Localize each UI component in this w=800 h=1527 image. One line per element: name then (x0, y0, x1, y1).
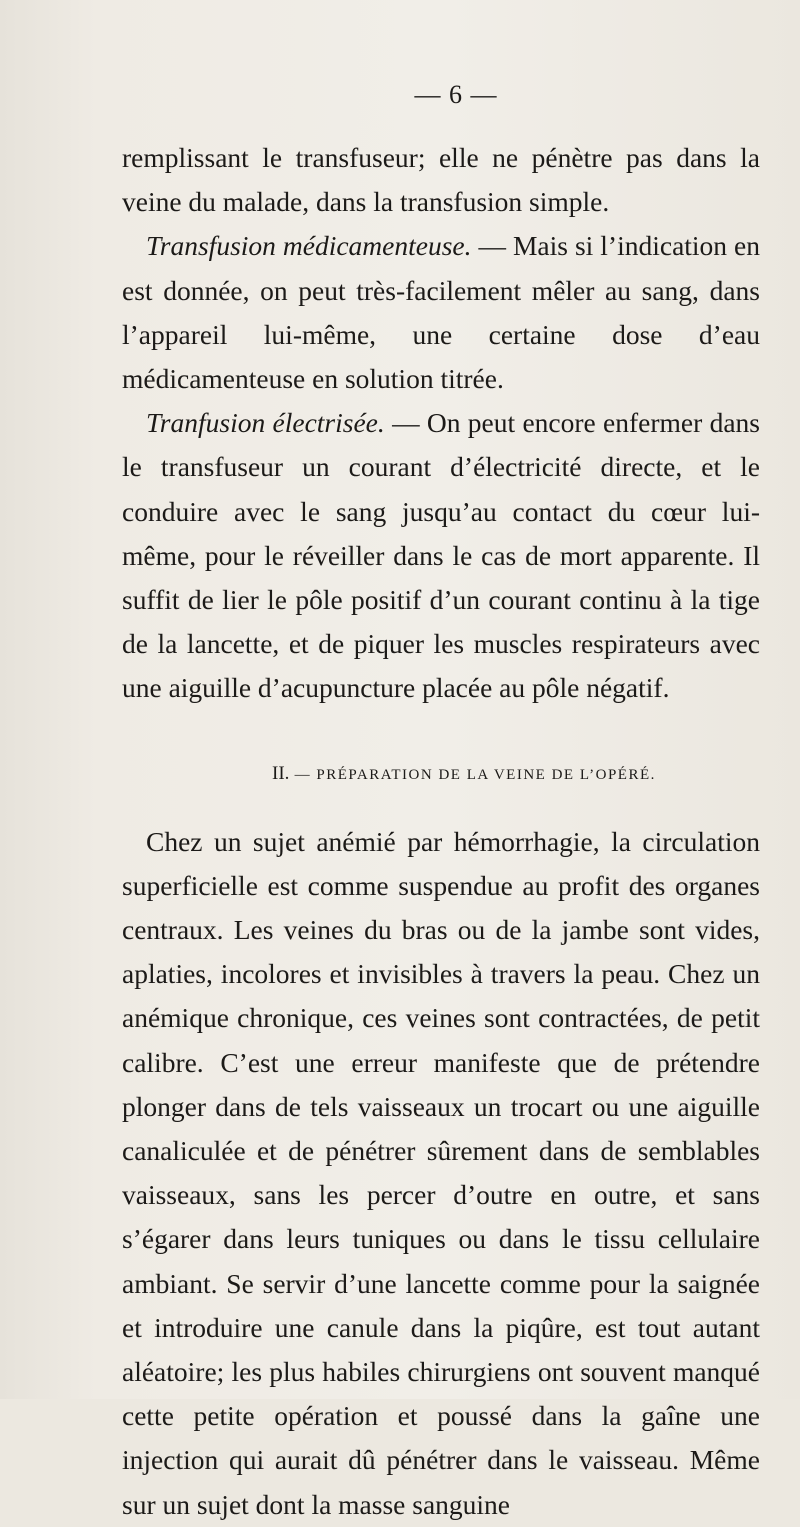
paragraph-continuation: remplissant le transfuseur; elle ne pénètre pas dans la veine du malade, dans la transfusion simple. (122, 142, 760, 218)
paragraph-title-medicamenteuse: Transfusion médicamenteuse. (146, 230, 472, 262)
section-title: — PRÉPARATION DE LA VEINE DE L’OPÉRÉ. (289, 766, 656, 783)
section-number: II. (272, 762, 290, 784)
paragraph-title-electrisee: Tranfusion électrisée. (146, 407, 385, 439)
paragraph-medicamenteuse (122, 224, 760, 401)
paragraph-text-electrisee: — On peut encore enfermer dans le transfuseur un courant d’électricité directe, et le conduire avec le sang jusqu’au contact du cœur lui-même, pour le réveiller dans le cas de mort apparente. Il suffit de lier le pôle positif d’un courant continu à la tige de la lancette, et de piquer les muscles respirateurs avec une aiguille d’acupuncture placée au pôle négatif. (122, 407, 760, 704)
paragraph-section-body: Chez un sujet anémié par hémorrhagie, la circulation superficielle est comme suspendue au profit des organes centraux. Les veines du bras ou de la jambe sont vides, aplaties, incolores et invisibles à travers la peau. Chez un anémique chronique, ces veines sont contractées, de petit calibre. C’est une erreur manifeste que de prétendre plonger dans de tels vaisseaux un trocart ou une aiguille canaliculée et de pénétrer sûrement dans de semblables vaisseaux, sans les percer d’outre en outre, et sans s’égarer dans leurs tuniques ou dans le tissu cellulaire ambiant. Se servir d’une lancette comme pour la saignée et introduire une canule dans la piqûre, est tout autant aléatoire; les plus habiles chirurgiens ont souvent manqué cette petite opération et poussé dans la gaîne une injection qui aurait dû pénétrer dans le vaisseau. Même sur un sujet dont la masse sanguine (122, 825, 760, 1520)
paragraph-text-medicamenteuse: — Mais si l’indication en est donnée, on peut très-facilement mêler au sang, dans l’appareil lui-même, une certaine dose d’eau médicamenteuse en solution titrée. (122, 230, 760, 395)
paragraph-electrisee (122, 401, 760, 710)
section-heading (122, 763, 760, 786)
page-number: — 6 — (414, 80, 498, 109)
